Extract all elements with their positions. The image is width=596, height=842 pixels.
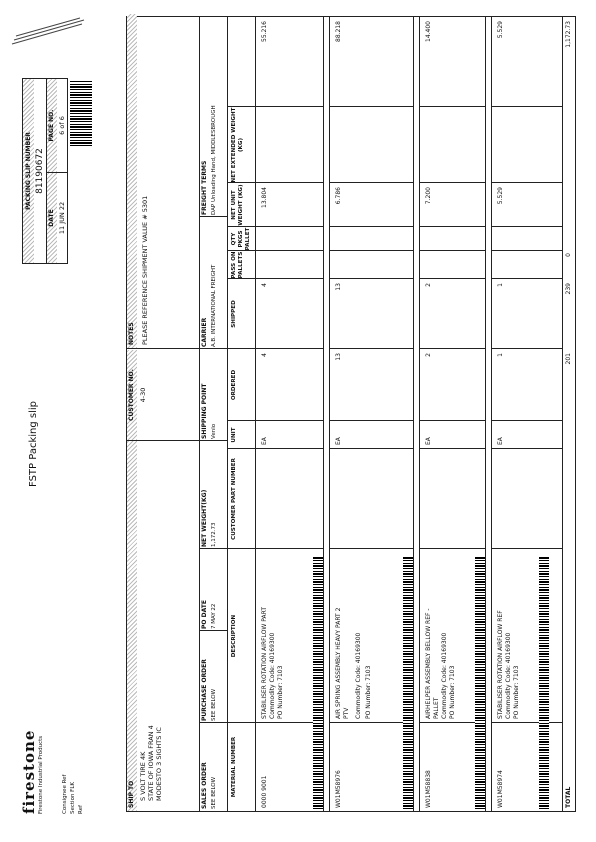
col-shipped: SHIPPED bbox=[231, 300, 237, 328]
shipping-point-label: SHIPPING POINT bbox=[201, 383, 208, 439]
purchase-order-value: SEE BELOW bbox=[211, 688, 217, 721]
col-net-extended-weight: NET EXTENDED WEIGHT (KG) bbox=[231, 107, 244, 183]
brand-logo: firestone bbox=[20, 729, 38, 814]
doc-page-value: 6 of 6 bbox=[58, 116, 66, 135]
item-4-desc-line-2: Commodity Code: 40169300 bbox=[505, 632, 512, 719]
item-1-material: 0000 9001 bbox=[261, 775, 268, 808]
handwritten-scribble bbox=[10, 6, 88, 50]
sender-line-2: Section FLK bbox=[70, 781, 76, 814]
item-2-shipped: 13 bbox=[335, 283, 342, 291]
purchase-order-label: PURCHASE ORDER bbox=[201, 659, 208, 721]
item-4-unit-weight: 5.529 bbox=[497, 187, 504, 205]
item-3-desc-line-1: AIRHELPER ASSEMBLY BELLOW REF - bbox=[425, 608, 432, 719]
col-unit: UNIT bbox=[231, 427, 237, 443]
doc-date-label: DATE bbox=[47, 173, 57, 263]
item-4-material: W01M58974 bbox=[497, 770, 504, 808]
item-3-ext-weight: 14.400 bbox=[425, 21, 432, 42]
total-shipped: 239 bbox=[565, 283, 572, 295]
item-3-desc-line-4: PO Number: 7103 bbox=[449, 665, 456, 719]
col-material-number: MATERIAL NUMBER bbox=[231, 736, 237, 798]
document-barcode bbox=[70, 80, 92, 146]
shipping-point-value: Venlo bbox=[211, 423, 217, 439]
item-3-barcode bbox=[475, 557, 485, 809]
item-2-desc-line-1: AIR SPRING ASSEMBLY HEAVY PART 2 bbox=[335, 607, 342, 719]
sender-line-3: Ref bbox=[78, 805, 84, 814]
item-2-unit: EA bbox=[335, 437, 342, 445]
ship-to-line-1: S VOLT TIRE 4K bbox=[139, 751, 147, 801]
item-3-unit-weight: 7.200 bbox=[425, 187, 432, 205]
item-1-unit-weight: 13.804 bbox=[261, 187, 268, 208]
notes-label: NOTES bbox=[127, 14, 137, 348]
carrier-label: CARRIER bbox=[201, 317, 208, 347]
item-3-shipped: 2 bbox=[425, 283, 432, 287]
item-1-barcode bbox=[313, 557, 323, 809]
col-net-unit-weight: NET UNIT WEIGHT (KG) bbox=[231, 184, 244, 226]
col-customer-part-number: CUSTOMER PART NUMBER bbox=[231, 458, 237, 540]
item-1-desc-line-1: STABILISER ROTATION AIRFLOW PART bbox=[261, 607, 268, 719]
total-pallets: 0 bbox=[565, 253, 572, 257]
item-2-desc-line-3: Commodity Code: 40169300 bbox=[355, 632, 362, 719]
doc-number-label: PACKING SLIP NUMBER bbox=[23, 79, 34, 263]
item-2-ext-weight: 88.218 bbox=[335, 21, 342, 42]
item-1-desc-line-2: Commodity Code: 40169300 bbox=[269, 632, 276, 719]
item-2-barcode bbox=[403, 557, 413, 809]
item-2-ordered: 13 bbox=[335, 353, 342, 361]
sender-line-1: Consignee Ref bbox=[62, 774, 68, 814]
brand-tagline: Firestone Industrial Products bbox=[38, 735, 44, 814]
notes-value: PLEASE REFERENCE SHIPMENT VALUE # 5301 bbox=[141, 195, 149, 345]
col-pass-on-pallets: PASS ON PALLETS bbox=[231, 251, 244, 279]
doc-number-value: 81190672 bbox=[35, 148, 45, 194]
item-3-unit: EA bbox=[425, 437, 432, 445]
item-4-unit: EA bbox=[497, 437, 504, 445]
sales-order-value: SEE BELOW bbox=[211, 776, 217, 809]
item-2-material: W01M58976 bbox=[335, 770, 342, 808]
item-1-ordered: 4 bbox=[261, 353, 268, 357]
po-date-label: PO DATE bbox=[201, 600, 208, 629]
net-weight-label: NET WEIGHT(KG) bbox=[201, 489, 208, 547]
item-2-desc-line-4: PO Number: 7103 bbox=[365, 665, 372, 719]
total-label: TOTAL bbox=[565, 786, 572, 808]
carrier-value: A.B. INTERNATIONAL FREIGHT bbox=[211, 264, 217, 347]
item-3-desc-line-2: PALLET bbox=[433, 697, 440, 719]
sales-order-label: SALES ORDER bbox=[201, 762, 208, 809]
item-4-shipped: 1 bbox=[497, 283, 504, 287]
total-ordered: 201 bbox=[565, 353, 572, 365]
col-ordered: ORDERED bbox=[231, 369, 237, 401]
item-4-desc-line-1: STABILISER ROTATION AIRFLOW REF bbox=[497, 610, 504, 719]
po-date-value: 7 MAY 22 bbox=[211, 603, 217, 629]
item-1-shipped: 4 bbox=[261, 283, 268, 287]
freight-terms-label: FREIGHT TERMS bbox=[201, 160, 208, 215]
document-id-box bbox=[22, 78, 68, 264]
col-qty-pkgs-pallet: QTY PKGS PALLET bbox=[231, 227, 251, 251]
customer-number-value: 4-30 bbox=[139, 387, 147, 403]
col-description: DESCRIPTION bbox=[231, 614, 237, 658]
item-4-desc-line-3: PO Number: 7103 bbox=[513, 665, 520, 719]
item-3-material: W01M58838 bbox=[425, 770, 432, 808]
net-weight-value: 1,172.73 bbox=[211, 522, 217, 547]
doc-page-label: PAGE NO. bbox=[47, 79, 57, 172]
ship-to-label: SHIP TO bbox=[127, 438, 137, 811]
item-2-desc-line-2: PTV bbox=[343, 707, 350, 719]
doc-date-value: 11 JUN 22 bbox=[58, 201, 66, 235]
item-1-ext-weight: 55.216 bbox=[261, 21, 268, 42]
item-2-unit-weight: 6.786 bbox=[335, 187, 342, 205]
item-4-ordered: 1 bbox=[497, 353, 504, 357]
item-4-ext-weight: 5.529 bbox=[497, 21, 504, 39]
freight-terms-value: DAP Unloading Hand, MIDDLESBROUGH bbox=[211, 105, 217, 215]
item-3-desc-line-3: Commodity Code: 40169300 bbox=[441, 632, 448, 719]
customer-number-label: CUSTOMER NO. bbox=[127, 350, 137, 440]
ship-to-line-3: MODESTO 3 SIGHTS IC bbox=[155, 727, 163, 801]
total-ext-weight: 1,172.73 bbox=[565, 21, 572, 48]
ship-to-line-2: STATE OF IOWA FRAN 4 bbox=[147, 725, 155, 801]
main-frame bbox=[126, 16, 576, 812]
document-title: FSTP Packing slip bbox=[28, 401, 39, 487]
item-3-ordered: 2 bbox=[425, 353, 432, 357]
item-4-barcode bbox=[539, 557, 549, 809]
item-1-unit: EA bbox=[261, 437, 268, 445]
item-1-desc-line-3: PO Number: 7103 bbox=[277, 665, 284, 719]
